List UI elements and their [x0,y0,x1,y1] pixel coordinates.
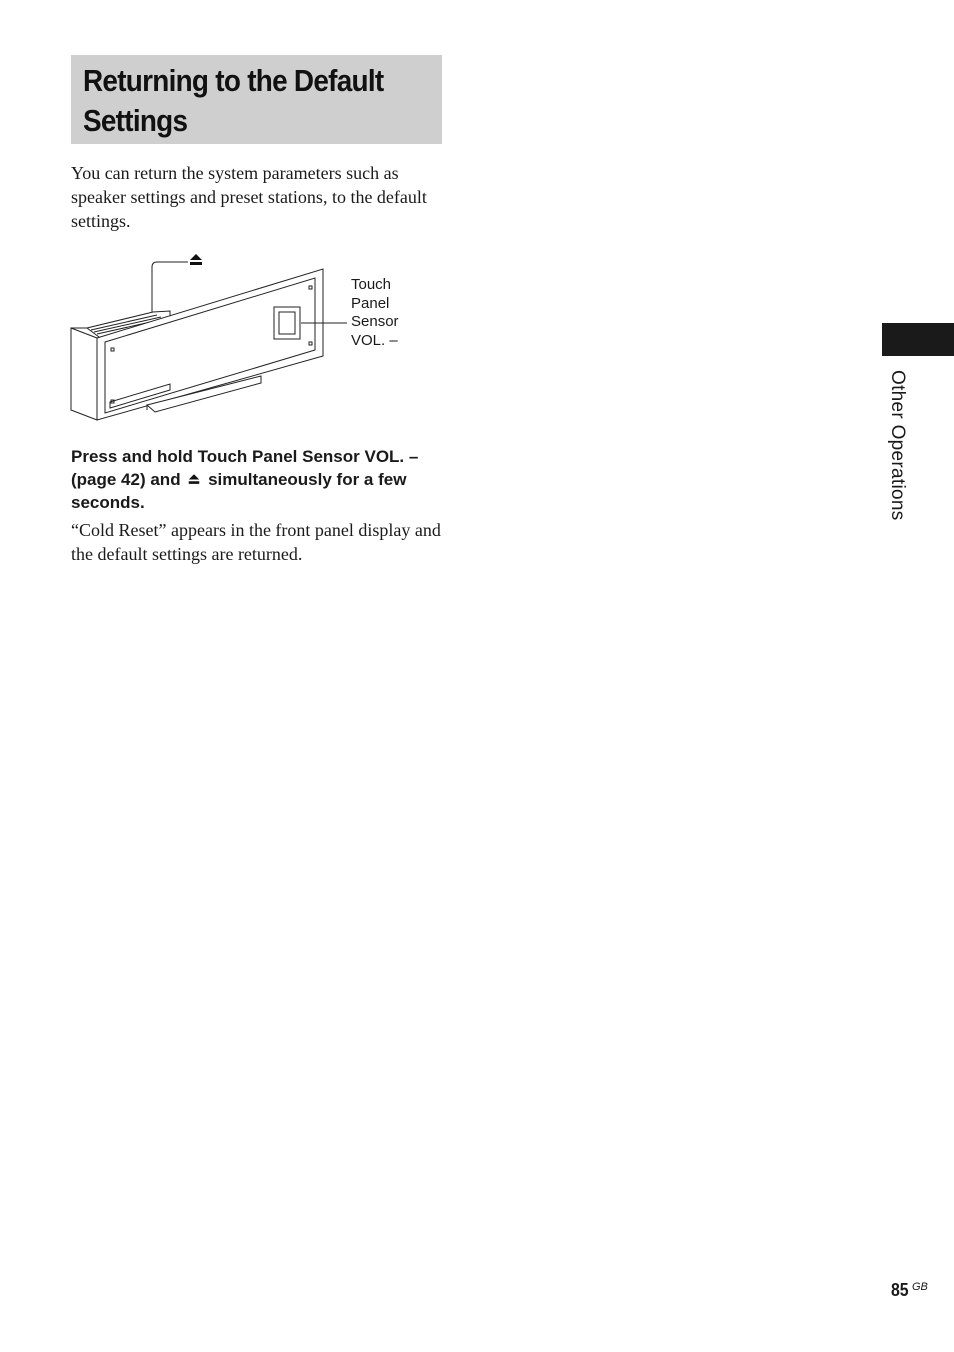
side-tab-marker [882,323,954,356]
device-illustration [65,250,365,430]
side-tab-label: Other Operations [887,370,908,521]
step-text-before: Press and hold Touch Panel Sensor VOL. – (page 42) and [71,447,419,489]
eject-icon [187,473,201,486]
section-title: Returning to the Default Settings [83,63,384,138]
page-suffix: GB [912,1281,928,1293]
section-title-box [71,55,442,144]
sensor-callout-label: Touch Panel Sensor VOL. – [351,276,399,349]
eject-leader-line [152,262,188,312]
intro-paragraph: You can return the system parameters such as speaker settings and preset stations, to the default settings. [71,163,427,231]
result-paragraph: “Cold Reset” appears in the front panel display and the default settings are returned. [71,520,441,564]
side-panel [71,328,97,420]
step-instruction [71,445,446,514]
step-text-after: simultaneously for a few seconds. [71,470,407,512]
page-number: 85 [891,1280,909,1300]
